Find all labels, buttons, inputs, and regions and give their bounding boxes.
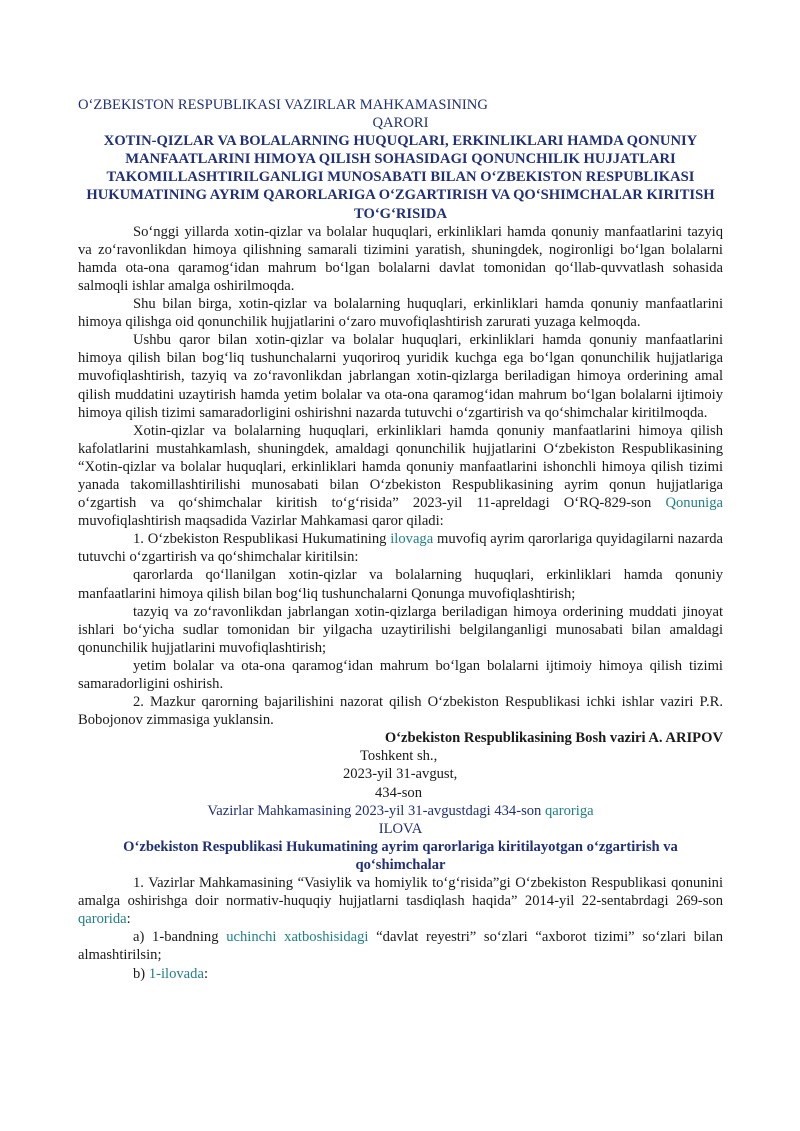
signature-line: O‘zbekiston Respublikasining Bosh vaziri A. ARIPOV <box>384 730 723 747</box>
doc-type-heading: QARORI <box>372 115 429 132</box>
annex-link[interactable]: ilovaga <box>390 531 434 548</box>
document-title: XOTIN-QIZLAR VA BOLALARNING HUQUQLARI, ERKINLIKLARI HAMDA QONUNIY MANFAATLARINI HIMOYA QILISH SOHASIDAGI QONUNCHILIK HUJJATLARI TAKOMILLASHTIRILGANLIGI MUNOSABATI BILAN O‘ZBEKISTON RESPUBLIKASI HUKUMATINING AYRIM QARORLARIGA O‘ZGARTIRISH VA QO‘SHIMCHALAR KIRITISH TO‘G‘RISIDA <box>86 133 715 222</box>
appendix-item-b-text: b) <box>133 965 149 982</box>
paragraph-1: So‘nggi yillarda xotin-qizlar va bolalar huquqlari, erkinliklari hamda qonuniy manfaatlarini tazyiq va zo‘ravonlikdan himoya qilishning samarali tizimini yaratish, shuningdek, nogironligi bo‘lgan bolalarni hamda ota-ona qaramog‘idan mahrum bo‘lgan bolalarni davlat tomonidan qo‘llab-quvvatlash sohasida salmoqli ishlar amalga oshirilmoqda. <box>78 223 723 294</box>
paragraph-3: Ushbu qaror bilan xotin-qizlar va bolalar huquqlari, erkinliklari hamda qonuniy manfaatlarini himoya qilish bilan bog‘liq tushunchalarni yuqoriroq yuridik kuchga ega bo‘lgan qonunchilik hujjatlariga muvofiqlashtirish, tazyiq va zo‘ravonlikdan jabrlangan xotin-qizlarga beriladigan himoya orderining amal qilish muddatini uzaytirish hamda yetim bolalar va ota-ona qaramog‘idan mahrum bo‘lgan bolalarni ijtimoiy himoya qilish tizimi samaradorligini oshirishni nazarda tutuvchi o‘zgartirish va qo‘shimchalar kiritilmoqda. <box>78 332 723 421</box>
appendix-item-b <box>78 965 723 983</box>
appendix-item-a <box>78 928 723 964</box>
paragraph-5-tail: muvofiq ayrim qarorlariga quyidagilarni nazarda tutuvchi o‘zgartirish va qo‘shimchalar kiritilsin: <box>78 531 723 566</box>
document-page <box>78 96 723 983</box>
appendix-item-1-text: 1. Vazirlar Mahkamasining “Vasiylik va homiylik to‘g‘risida”gi O‘zbekiston Respublikasi qonunini amalga oshirishga doir normativ-huquqiy hujjatlarni tasdiqlash haqida” 2014-yil 22-sentabrdagi 269-son <box>78 875 723 910</box>
paragraph-6: qarorlarda qo‘llanilgan xotin-qizlar va bolalarning huquqlari, erkinliklari hamda qonuniy manfaatlarini himoya qilish bilan bog‘liq tushunchalarni Qonunga muvofiqlashtirish; <box>78 567 723 602</box>
signature-place: Toshkent sh., <box>360 748 438 765</box>
appendix-item-a-text: a) 1-bandning <box>133 929 227 946</box>
issuer-heading: O‘ZBEKISTON RESPUBLIKASI VAZIRLAR MAHKAMASINING <box>78 97 488 113</box>
paragraph-5-text: 1. O‘zbekiston Respublikasi Hukumatining <box>133 531 391 548</box>
annex-1-link[interactable]: 1-ilovada <box>148 965 204 982</box>
appendix-label: ILOVA <box>378 820 423 837</box>
decision-link[interactable]: qaroriga <box>545 802 594 819</box>
appendix-title: O‘zbekiston Respublikasi Hukumatining ayrim qarorlariga kiritilayotgan o‘zgartirish va qo‘shimchalar <box>123 838 678 873</box>
paragraph-9: 2. Mazkur qarorning bajarilishini nazorat qilish O‘zbekiston Respublikasi ichki ishlar vaziri P.R. Bobojonov zimmasiga yuklansin. <box>78 694 723 729</box>
paragraph-reference-link[interactable]: uchinchi xatboshisidagi <box>226 929 369 946</box>
appendix-reference <box>78 802 723 820</box>
appendix-item-1-tail: : <box>126 911 131 928</box>
paragraph-8: yetim bolalar va ota-ona qaramog‘idan mahrum bo‘lgan bolalarni ijtimoiy himoya qilish tizimi samaradorligini oshirish. <box>78 657 723 692</box>
paragraph-4 <box>78 422 723 531</box>
appendix-item-a-tail: “davlat reyestri” so‘zlari “axborot tizimi” so‘zlari bilan almashtirilsin; <box>78 929 723 964</box>
appendix-item-b-tail: : <box>203 965 208 982</box>
signature-date: 2023-yil 31-avgust, <box>343 766 458 783</box>
signature-number: 434-son <box>375 784 423 801</box>
appendix-reference-text: Vazirlar Mahkamasining 2023-yil 31-avgustdagi 434-son <box>207 802 545 819</box>
paragraph-4-tail: muvofiqlashtirish maqsadida Vazirlar Mahkamasi qaror qiladi: <box>78 513 444 530</box>
paragraph-4-text: Xotin-qizlar va bolalarning huquqlari, erkinliklari hamda qonuniy manfaatlarini himoya qilish kafolatlarini mustahkamlash, shuningdek, amaldagi qonunchilik hujjatlarini O‘zbekiston Respublikasining “Xotin-qizlar va bolalar huquqlari, erkinliklari hamda qonuniy manfaatlarini ishonchli himoya qilish tizimi yanada takomillashtirilishi munosabati bilan O‘zbekiston Respublikasining ayrim qonun hujjatlariga o‘zgartish va qo‘shimchalar kiritish to‘g‘risida” 2023-yil 11-apreldagi O‘RQ-829-son <box>78 422 723 512</box>
resolution-link[interactable]: qarorida <box>78 911 127 928</box>
paragraph-7: tazyiq va zo‘ravonlikdan jabrlangan xotin-qizlarga beriladigan himoya orderining muddati jinoyat ishlari bo‘yicha sudlar tomonidan bir yilgacha uzaytirilishi belgilanganligi munosabati bilan amaldagi qonunchilik hujjatlarini muvofiqlashtirish; <box>78 603 723 656</box>
law-link[interactable]: Qonuniga <box>665 495 723 512</box>
appendix-item-1 <box>78 874 723 928</box>
paragraph-2: Shu bilan birga, xotin-qizlar va bolalarning huquqlari, erkinliklari hamda qonuniy manfaatlarini himoya qilishga oid qonunchilik hujjatlarini o‘zaro muvofiqlashtirish zarurati yuzaga kelmoqda. <box>78 296 723 331</box>
paragraph-5 <box>78 530 723 566</box>
